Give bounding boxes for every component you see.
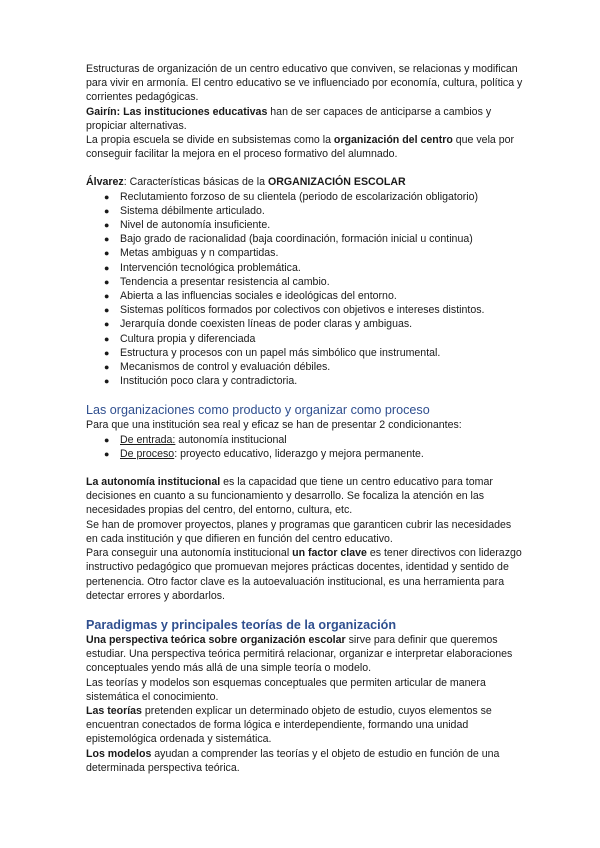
bullet-icon: ● [104,234,110,245]
bullet-icon: ● [104,319,110,330]
bullet-icon: ● [104,248,110,259]
bullet-icon: ● [104,262,110,273]
list-item: ● De entrada: autonomía institucional [104,433,287,446]
bullet-icon: ● [104,376,110,387]
section1-intro: Para que una institución sea real y eficaz se han de presentar 2 condicionantes: [86,419,462,432]
bullet-icon: ● [104,305,110,316]
subsystems-paragraph: La propia escuela se divide en subsistemas como la organización del centro que vela por conseguir facilitar la mejora en el proceso formativo del alumnado. [86,134,515,161]
list-item: ● Institución poco clara y contradictoria. [104,375,298,388]
proyectos-paragraph: Se han de promover proyectos, planes y programas que garanticen cubrir las necesidades en cada institución y que difieren en función del centro educativo. [86,518,512,545]
condicionantes-list [86,433,524,461]
bullet-icon: ● [104,291,110,302]
list-item: ● Tendencia a presentar resistencia al cambio. [104,275,330,288]
alvarez-characteristics-list [86,190,524,389]
gairin-author: Gairín [86,105,117,118]
list-item: ● Estructura y procesos con un papel más simbólico que instrumental. [104,346,441,359]
bullet-icon: ● [104,276,110,287]
factor-clave-paragraph: Para conseguir una autonomía institucional un factor clave es tener directivos con liderazgo instructivo pedagógico que promuevan mejores prácticas docentes, identidad y sentido de pertenencia. Otro factor clave es la autoevaluación institucional, es una herramienta para detectar errores y abordarlos. [86,547,522,602]
list-item: ● Reclutamiento forzoso de su clientela (periodo de escolarización obligatorio) [104,190,479,203]
bullet-icon: ● [104,448,110,459]
bullet-icon: ● [104,220,110,231]
bullet-icon: ● [104,434,110,445]
gairin-text: han de ser capaces de anticiparse a cambios y propiciar alternativas. [86,105,492,132]
gairin-term: : Las instituciones educativas [116,105,268,118]
list-item: ● Mecanismos de control y evaluación débiles. [104,361,331,374]
organizacion-escolar-term: ORGANIZACIÓN ESCOLAR [267,176,406,189]
perspectiva-paragraph: Una perspectiva teórica sobre organización escolar sirve para definir que queremos estudiar. Una perspectiva teórica permitirá relacionar, organizar e interpretar elaboraciones conceptuales yendo más allá de una simple teoría o modelo. [86,633,513,675]
list-item: ● Metas ambiguas y n compartidas. [104,247,279,260]
autonomia-paragraph: La autonomía institucional es la capacidad que tiene un centro educativo para tomar decisiones en cuanto a su funcionamiento y desarrollo. Se focaliza la atención en las necesidades propias del centro, del entorno, cultura, etc. [86,476,493,517]
esquemas-paragraph: Las teorías y modelos son esquemas conceptuales que permiten articular de manera sistemática el conocimiento. [86,676,486,703]
organizacion-centro-term: organización del centro [333,134,453,147]
section-heading-paradigmas: Paradigmas y principales teorías de la organización [86,617,397,632]
section-heading-organizaciones: Las organizaciones como producto y organizar como proceso [86,403,430,418]
intro-paragraph: Estructuras de organización de un centro educativo que conviven, se relacionas y modifican para vivir en armonía. El centro educativo se ve influenciado por economía, cultura, política y corrientes pedagógicas. [86,63,523,104]
bullet-icon: ● [104,191,110,202]
list-item: ● Abierta a las influencias sociales e ideológicas del entorno. [104,290,397,303]
list-item: ● Sistema débilmente articulado. [104,204,265,217]
document-page [86,62,524,775]
list-item: ● Bajo grado de racionalidad (baja coordinación, formación inicial u continua) [104,233,473,246]
bullet-icon: ● [104,362,110,373]
bullet-icon: ● [104,347,110,358]
modelos-paragraph: Los modelos ayudan a comprender las teorías y el objeto de estudio en función de una determinada perspectiva teórica. [86,747,500,774]
gairin-paragraph [86,105,524,133]
bullet-icon: ● [104,333,110,344]
list-item: ● De proceso: proyecto educativo, liderazgo y mejora permanente. [104,447,424,460]
teorias-paragraph: Las teorías pretenden explicar un determinado objeto de estudio, cuyos elementos se encuentran conectados de forma lógica e interdependiente, formando una unidad epistemológica ordenada y sistemática. [86,704,492,746]
alvarez-lead: Álvarez: Características básicas de la ORGANIZACIÓN ESCOLAR [86,176,406,189]
bullet-icon: ● [104,205,110,216]
list-item: ● Cultura propia y diferenciada [104,332,256,345]
list-item: ● Sistemas políticos formados por colectivos con objetivos e intereses distintos. [104,304,485,317]
list-item: ● Intervención tecnológica problemática. [104,261,301,274]
list-item: ● Nivel de autonomía insuficiente. [104,219,271,232]
alvarez-author: Álvarez [86,176,124,189]
list-item: ● Jerarquía donde coexisten líneas de poder claras y ambiguas. [104,318,413,331]
